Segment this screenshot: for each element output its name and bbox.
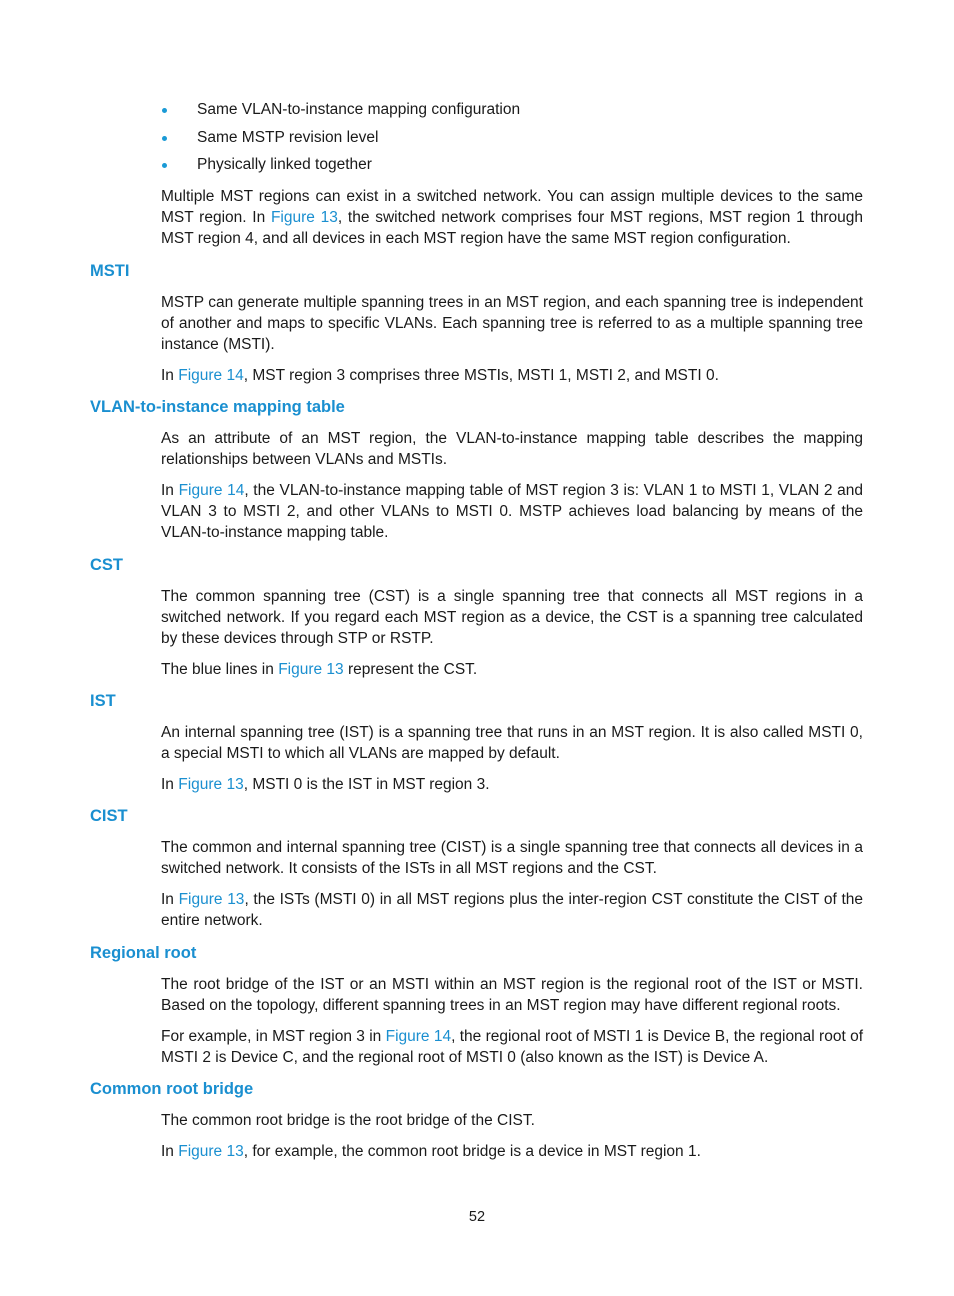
paragraph-msti-definition: MSTP can generate multiple spanning trees in an MST region, and each spanning tree is independent of another and maps to specific VLANs. Each spanning tree is referred to as a multiple spanning tree instance (MSTI).	[161, 294, 863, 354]
text: The blue lines in	[161, 661, 279, 678]
text: In	[161, 482, 179, 499]
text: In	[161, 1143, 179, 1160]
list-item	[161, 127, 863, 155]
text: , MST region 3 comprises three MSTIs, MSTI 1, MSTI 2, and MSTI 0.	[243, 367, 719, 384]
text: , for example, the common root bridge is a device in MST region 1.	[243, 1143, 701, 1160]
paragraph-regional-definition: The root bridge of the IST or an MSTI within an MST region is the regional root of the IST or MSTI. Based on the topology, different spanning trees in an MST region may have different regional roots.	[161, 976, 863, 1015]
figure-13-link[interactable]: Figure 13	[178, 776, 244, 793]
bullet-icon	[162, 136, 167, 141]
figure-13-link[interactable]: Figure 13	[178, 891, 245, 908]
text: For example, in MST region 3 in	[161, 1028, 386, 1045]
paragraph-cist-example	[161, 889, 863, 931]
heading-ist: IST	[90, 692, 116, 710]
figure-14-link[interactable]: Figure 14	[385, 1028, 452, 1045]
figure-13-link[interactable]: Figure 13	[178, 1143, 244, 1160]
heading-cst: CST	[90, 556, 123, 574]
page-number: 52	[468, 1209, 486, 1225]
text: represent the CST.	[343, 661, 478, 678]
text: In	[161, 891, 179, 908]
text: , the VLAN-to-instance mapping table of MST region 3 is: VLAN 1 to MSTI 1, VLAN 2 and VLAN 3 to MSTI 2, and other VLANs to MSTI 0. MSTP achieves load balancing by means of the VLAN-to-instance mapping table.	[161, 482, 864, 542]
paragraph-regional-example	[161, 1026, 863, 1068]
heading-regional-root: Regional root	[90, 944, 197, 962]
list-item	[161, 99, 863, 127]
paragraph-vlan-definition: As an attribute of an MST region, the VLAN-to-instance mapping table describes the mapping relationships between VLANs and MSTIs.	[161, 430, 863, 469]
bullet-icon	[162, 163, 167, 168]
figure-13-link[interactable]: Figure 13	[278, 661, 344, 678]
text: , the switched network comprises four MST regions, MST region 1 through MST region 4, and all devices in each MST region have the same MST region configuration.	[161, 209, 864, 248]
bullet-icon	[162, 108, 167, 113]
paragraph-ist-example	[161, 774, 863, 795]
paragraph-cst-example	[161, 659, 863, 680]
heading-cist: CIST	[90, 807, 128, 825]
paragraph-ist-definition: An internal spanning tree (IST) is a spanning tree that runs in an MST region. It is also called MSTI 0, a special MSTI to which all VLANs are mapped by default.	[161, 724, 863, 763]
text: In	[161, 776, 179, 793]
heading-msti: MSTI	[90, 262, 130, 280]
text: , MSTI 0 is the IST in MST region 3.	[243, 776, 490, 793]
paragraph-common-example	[161, 1141, 863, 1162]
paragraph-cist-definition: The common and internal spanning tree (CIST) is a single spanning tree that connects all devices in a switched network. It consists of the ISTs in all MST regions and the CST.	[161, 839, 863, 878]
figure-13-link[interactable]: Figure 13	[270, 209, 338, 227]
figure-14-link[interactable]: Figure 14	[178, 482, 245, 499]
heading-vlan-mapping: VLAN-to-instance mapping table	[90, 398, 345, 416]
list-item-text: Physically linked together	[197, 156, 372, 173]
paragraph-mst-regions	[161, 186, 863, 250]
paragraph-common-definition: The common root bridge is the root bridge of the CIST.	[161, 1112, 535, 1129]
list-item	[161, 154, 863, 182]
text: , the ISTs (MSTI 0) in all MST regions plus the inter-region CST constitute the CIST of the entire network.	[161, 891, 864, 930]
paragraph-msti-example	[161, 365, 863, 386]
figure-14-link[interactable]: Figure 14	[178, 367, 244, 384]
region-criteria-list	[161, 99, 863, 182]
text: Multiple MST regions can exist in a switched network. You can assign multiple devices to the same MST region. In	[161, 188, 863, 227]
heading-common-root-bridge: Common root bridge	[90, 1080, 254, 1098]
paragraph-cst-definition: The common spanning tree (CST) is a single spanning tree that connects all MST regions in a switched network. If you regard each MST region as a device, the CST is a spanning tree calculated by these devices through STP or RSTP.	[161, 588, 863, 648]
text: In	[161, 367, 179, 384]
text: , the regional root of MSTI 1 is Device B, the regional root of MSTI 2 is Device C, and the regional root of MSTI 0 (also known as the IST) is Device A.	[161, 1028, 864, 1067]
list-item-text: Same VLAN-to-instance mapping configuration	[197, 101, 521, 118]
paragraph-vlan-example	[161, 480, 863, 544]
list-item-text: Same MSTP revision level	[197, 128, 379, 146]
